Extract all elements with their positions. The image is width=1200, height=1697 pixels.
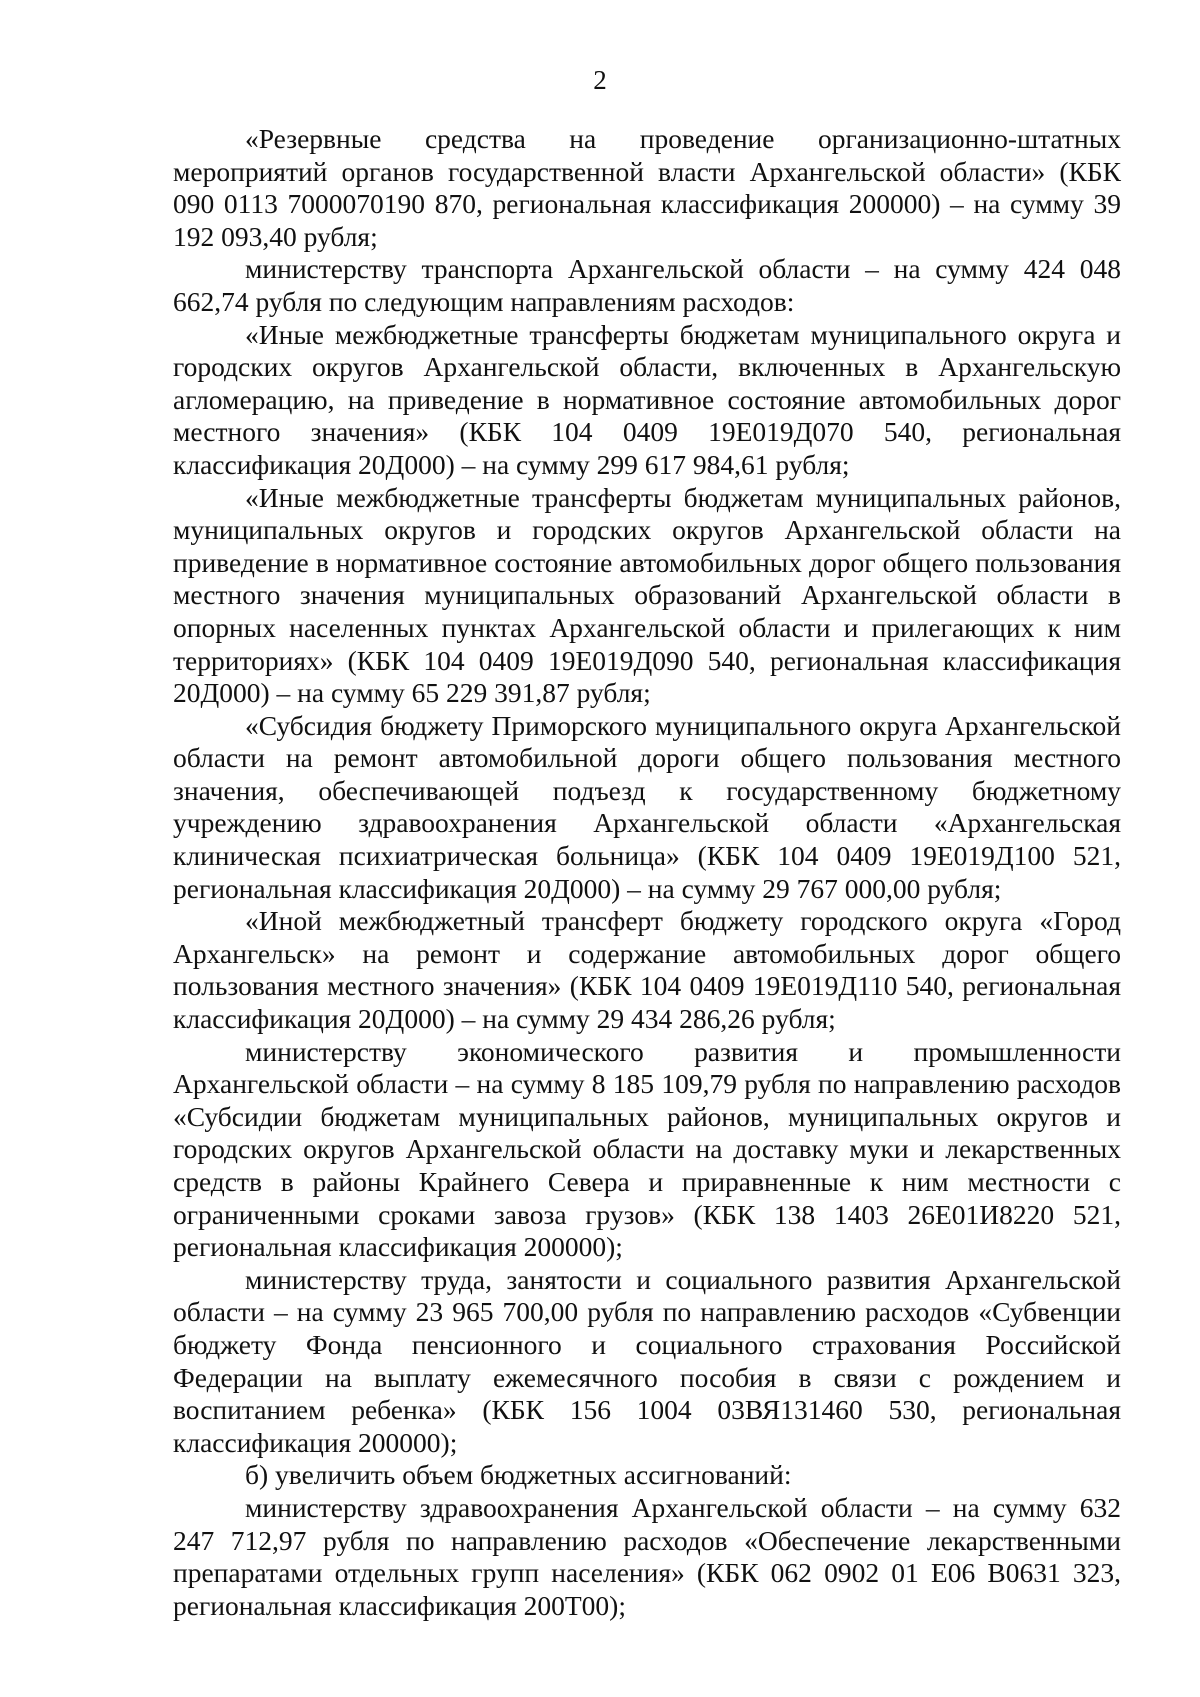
page-number: 2 [593, 65, 607, 95]
paragraph-arkhangelsk-city-transfer: «Иной межбюджетный трансферт бюджету городского округа «Город Архангельск» на ремонт и содержание автомобильных дорог общего пользования местного значения» (КБК 104 0409 19Е019Д110 540, региональная классификация 20Д000) – на сумму 29 434 286,26 рубля; [173, 905, 1121, 1035]
paragraph-support-settlements-transfers: «Иные межбюджетные трансферты бюджетам муниципальных районов, муниципальных округов и городских округов Архангельской области на приведение в нормативное состояние автомобильных дорог общего пользования местного значения муниципальных образований Архангельской области в опорных населенных пунктах Архангельской области и прилегающих к ним территориях» (КБК 104 0409 19Е019Д090 540, региональная классификация 20Д000) – на сумму 65 229 391,87 рубля; [173, 481, 1121, 709]
paragraph-agglomeration-transfers: «Иные межбюджетные трансферты бюджетам муниципального округа и городских округов Архангельской области, включенных в Архангельскую агломерацию, на приведение в нормативное состояние автомобильных дорог местного значения» (КБК 104 0409 19Е019Д070 540, региональная классификация 20Д000) – на сумму 299 617 984,61 рубля; [173, 318, 1121, 480]
paragraph-health-ministry: министерству здравоохранения Архангельской области – на сумму 632 247 712,97 рубля по направлению расходов «Обеспечение лекарственными препаратами отдельных групп населения» (КБК 062 0902 01 Е06 В0631 323, региональная классификация 200Т00); [173, 1491, 1121, 1621]
document-body [173, 123, 1121, 1622]
paragraph-increase-allocations: б) увеличить объем бюджетных ассигнований: [245, 1459, 792, 1491]
paragraph-transport-ministry: министерству транспорта Архангельской области – на сумму 424 048 662,74 рубля по следующим направлениям расходов: [173, 253, 1121, 317]
paragraph-primorsky-subsidy: «Субсидия бюджету Приморского муниципального округа Архангельской области на ремонт автомобильной дороги общего пользования местного значения, обеспечивающей подъезд к государственному бюджетному учреждению здравоохранения Архангельской области «Архангельская клиническая психиатрическая больница» (КБК 104 0409 19Е019Д100 521, региональная классификация 20Д000) – на сумму 29 767 000,00 рубля; [173, 709, 1121, 904]
paragraph-labor-ministry: министерству труда, занятости и социального развития Архангельской области – на сумму 23 965 700,00 рубля по направлению расходов «Субвенции бюджету Фонда пенсионного и социального страхования Российской Федерации на выплату ежемесячного пособия в связи с рождением и воспитанием ребенка» (КБК 156 1004 03ВЯ131460 530, региональная классификация 200000); [173, 1263, 1121, 1458]
paragraph-economy-ministry: министерству экономического развития и промышленности Архангельской области – на сумму 8 185 109,79 рубля по направлению расходов «Субсидии бюджетам муниципальных районов, муниципальных округов и городских округов Архангельской области на доставку муки и лекарственных средств в районы Крайнего Севера и приравненные к ним местности с ограниченными сроками завоза грузов» (КБК 138 1403 26Е01И8220 521, региональная классификация 200000); [173, 1035, 1121, 1263]
paragraph-reserve-funds: «Резервные средства на проведение организационно-штатных мероприятий органов государственной власти Архангельской области» (КБК 090 0113 7000070190 870, региональная классификация 200000) – на сумму 39 192 093,40 рубля; [173, 123, 1121, 252]
